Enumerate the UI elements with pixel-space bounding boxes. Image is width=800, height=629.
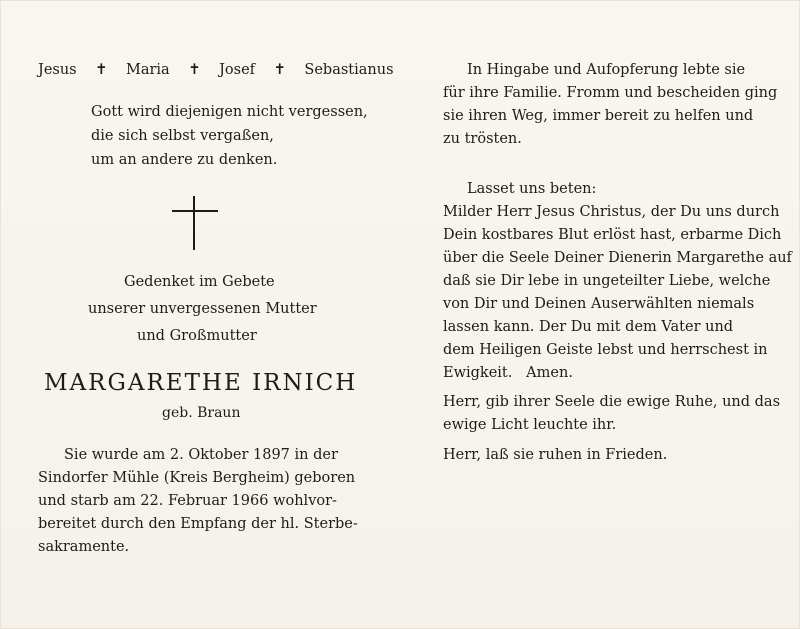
prayer-line: lassen kann. Der Du mit dem Vater und <box>443 319 734 335</box>
prayer-line: Dein kostbares Blut erlöst hast, erbarme Dich <box>443 227 782 243</box>
cross-icon: ✝ <box>188 62 201 78</box>
bio-line: Sindorfer Mühle (Kreis Bergheim) geboren <box>38 470 356 486</box>
dedication-line: und Großmutter <box>137 328 257 344</box>
bio-line: sakramente. <box>38 539 130 555</box>
header-name-josef: Josef <box>219 62 256 78</box>
rest-line: ewige Licht leuchte ihr. <box>443 417 617 433</box>
header-name-maria: Maria <box>126 62 170 78</box>
family-line: für ihre Familie. Fromm und bescheiden ging <box>443 85 778 101</box>
prayer-intro: Lasset uns beten: <box>467 181 597 197</box>
rest-line: Herr, gib ihrer Seele die ewige Ruhe, und das <box>443 394 781 410</box>
prayer-line: daß sie Dir lebe in ungeteilter Liebe, welche <box>443 273 771 289</box>
quote-line: Gott wird diejenigen nicht vergessen, <box>91 104 368 120</box>
deceased-name: MARGARETHE IRNICH <box>44 370 358 396</box>
header-names <box>38 62 394 78</box>
family-line: zu trösten. <box>443 131 522 147</box>
quote-line: um an andere zu denken. <box>91 152 278 168</box>
prayer-line: dem Heiligen Geiste lebst und herrschest in <box>443 342 768 358</box>
cross-icon: ✝ <box>273 62 286 78</box>
family-line: sie ihren Weg, immer bereit zu helfen und <box>443 108 754 124</box>
dedication-line: Gedenket im Gebete <box>124 274 275 290</box>
dedication-line: unserer unvergessenen Mutter <box>88 301 317 317</box>
birth-name: geb. Braun <box>162 405 241 421</box>
cross-icon <box>172 196 218 250</box>
peace-line: Herr, laß sie ruhen in Frieden. <box>443 447 668 463</box>
bio-line: und starb am 22. Februar 1966 wohlvor- <box>38 493 337 509</box>
prayer-line: Milder Herr Jesus Christus, der Du uns durch <box>443 204 780 220</box>
cross-icon: ✝ <box>95 62 108 78</box>
quote-line: die sich selbst vergaßen, <box>91 128 274 144</box>
bio-line: bereitet durch den Empfang der hl. Sterbe- <box>38 516 358 532</box>
header-name-jesus: Jesus <box>38 62 77 78</box>
prayer-line: Ewigkeit. Amen. <box>443 365 573 381</box>
bio-line: Sie wurde am 2. Oktober 1897 in der <box>64 447 338 463</box>
family-line: In Hingabe und Aufopferung lebte sie <box>467 62 746 78</box>
prayer-line: von Dir und Deinen Auserwählten niemals <box>443 296 755 312</box>
prayer-line: über die Seele Deiner Dienerin Margarethe auf <box>443 250 792 266</box>
header-name-sebastianus: Sebastianus <box>304 62 394 78</box>
